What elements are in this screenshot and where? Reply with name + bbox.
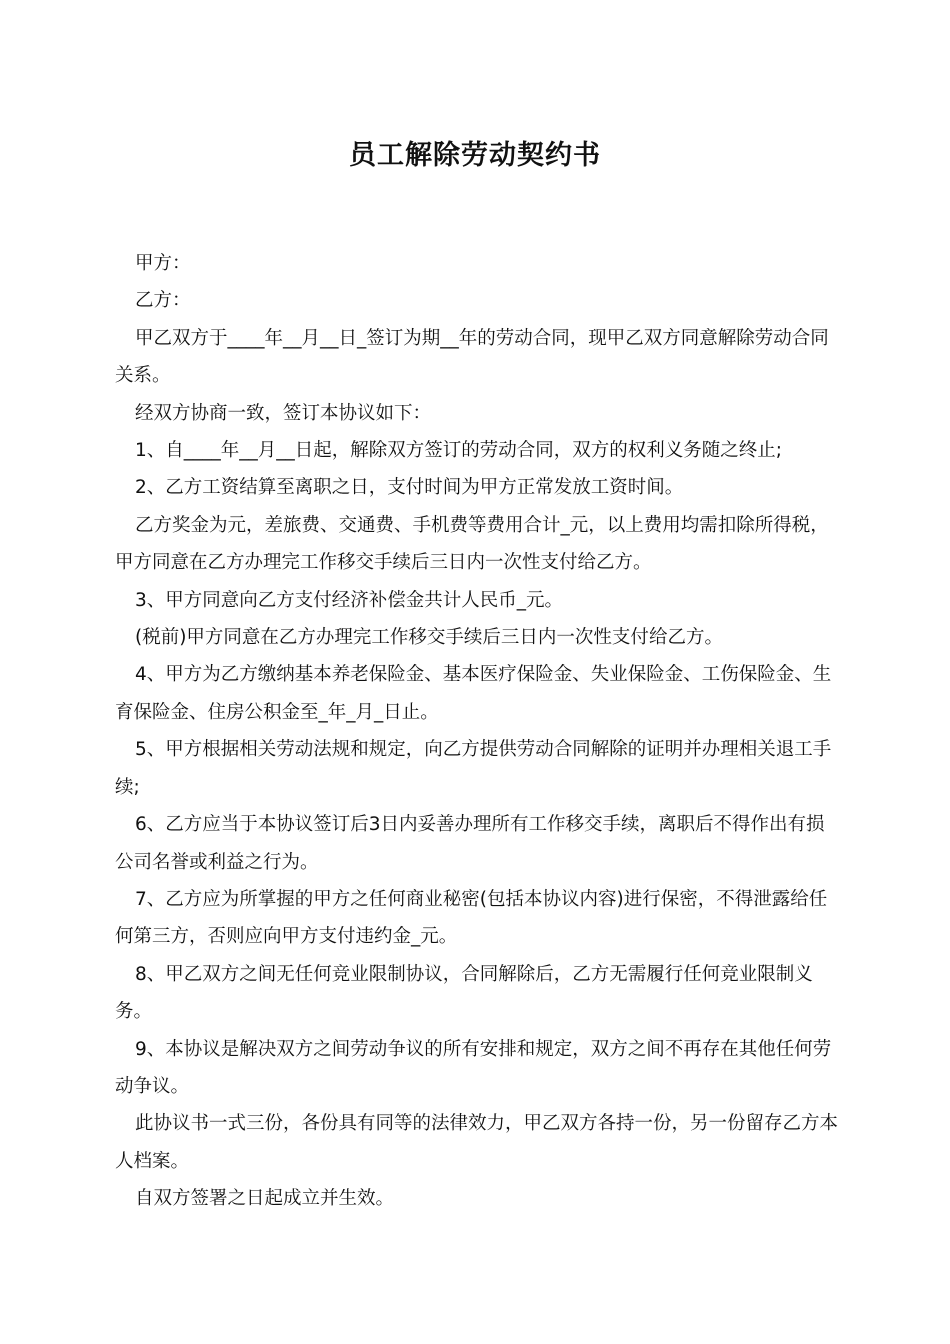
paragraph-party-a: 甲方： [135, 253, 191, 274]
paragraph-effective: 自双方签署之日起成立并生效。 [135, 1188, 395, 1210]
paragraph-clause-9: 9、本协议是解决双方之间劳动争议的所有安排和规定，双方之间不再存在其他任何劳动争议。 [115, 1038, 832, 1097]
paragraph-clause-1: 1、自____年__月__日起，解除双方签订的劳动合同，双方的权利义务随之终止; [135, 440, 783, 462]
paragraph-copies: 此协议书一式三份，各份具有同等的法律效力，甲乙双方各持一份，另一份留存乙方本人档案。 [115, 1113, 839, 1172]
paragraph-clause-2: 2、乙方工资结算至离职之日，支付时间为甲方正常发放工资时间。 [135, 477, 684, 499]
paragraph-pretax: (税前)甲方同意在乙方办理完工作移交手续后三日内一次性支付给乙方。 [135, 627, 723, 649]
paragraph-clause-8: 8、甲乙双方之间无任何竞业限制协议，合同解除后，乙方无需履行任何竞业限制义务。 [115, 963, 813, 1023]
paragraph-agreement: 经双方协商一致，签订本协议如下： [135, 402, 432, 424]
paragraph-clause-6: 6、乙方应当于本协议签订后3日内妥善办理所有工作移交手续，离职后不得作出有损公司名誉或利益之行为。 [115, 814, 825, 873]
document-title: 员工解除劳动契约书 [349, 140, 601, 171]
document-body [115, 245, 840, 1218]
paragraph-clause-7: 7、乙方应为所掌握的甲方之任何商业秘密(包括本协议内容)进行保密，不得泄露给任何第三方，否则应向甲方支付违约金_元。 [115, 888, 828, 948]
paragraph-clause-4: 4、甲方为乙方缴纳基本养老保险金、基本医疗保险金、失业保险金、工伤保险金、生育保险金、住房公积金至_年_月_日止。 [115, 664, 832, 723]
paragraph-intro: 甲乙双方于____年__月__日_签订为期__年的劳动合同，现甲乙双方同意解除劳动合同关系。 [115, 327, 829, 387]
paragraph-party-b: 乙方： [135, 290, 191, 312]
paragraph-bonus: 乙方奖金为元，差旅费、交通费、手机费等费用合计_元，以上费用均需扣除所得税，甲方同意在乙方办理完工作移交手续后三日内一次性支付给乙方。 [115, 514, 829, 574]
paragraph-clause-5: 5、甲方根据相关劳动法规和规定，向乙方提供劳动合同解除的证明并办理相关退工手续; [115, 739, 832, 798]
paragraph-clause-3: 3、甲方同意向乙方支付经济补偿金共计人民币_元。 [135, 589, 564, 611]
